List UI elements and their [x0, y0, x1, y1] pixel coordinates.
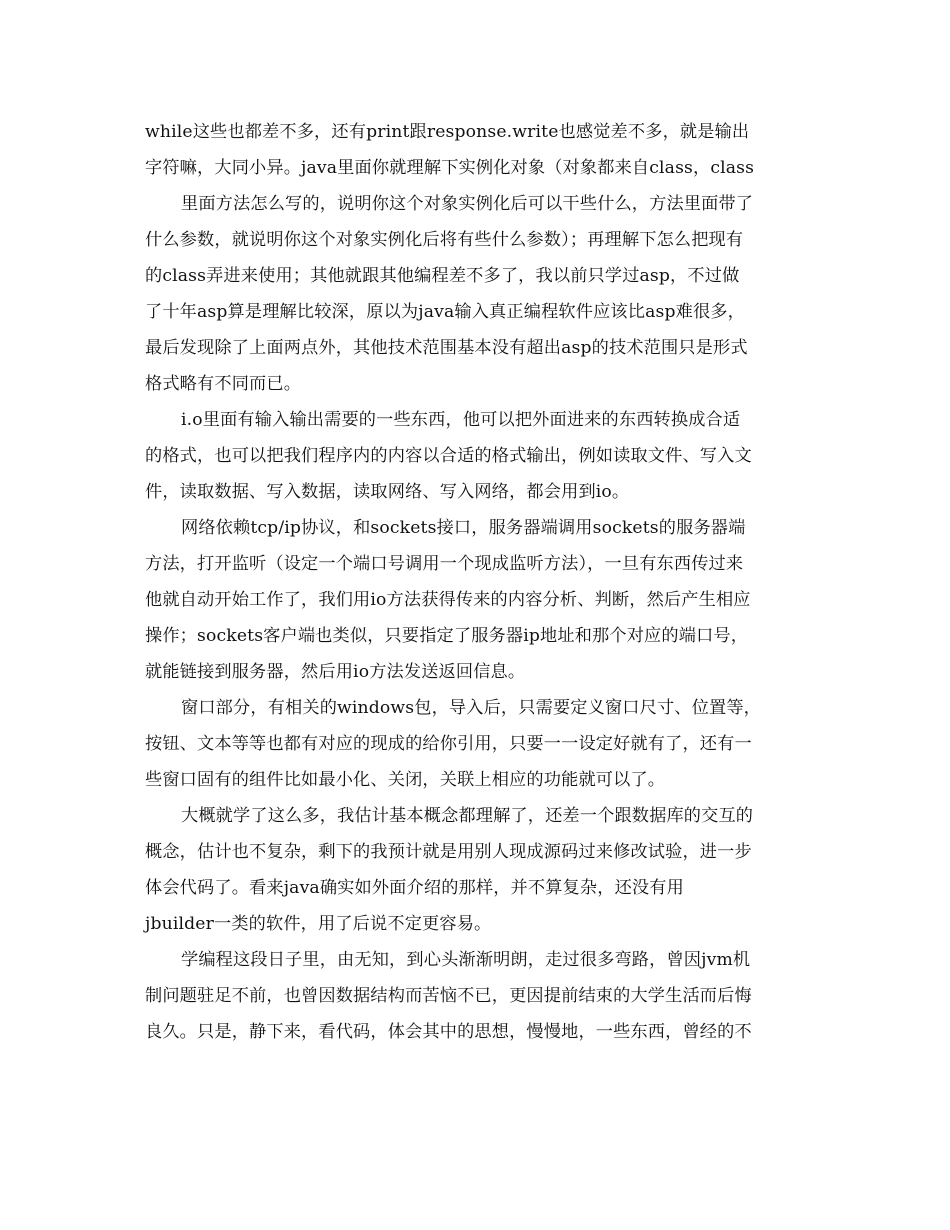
document-body: [145, 114, 805, 1050]
text-line: 字符嘛，大同小异。java里面你就理解下实例化对象（对象都来自class，class: [145, 158, 755, 178]
text-line: 件，读取数据、写入数据，读取网络、写入网络，都会用到io。: [145, 482, 630, 502]
text-line: 格式略有不同而已。: [145, 374, 302, 394]
text-line: 就能链接到服务器，然后用io方法发送返回信息。: [145, 662, 526, 682]
text-line: 体会代码了。看来java确实如外面介绍的那样，并不算复杂，还没有用: [145, 878, 684, 898]
paragraph: [145, 114, 805, 186]
text-line: while这些也都差不多，还有print跟response.write也感觉差不多，就是输出: [145, 122, 750, 142]
text-line: 什么参数，就说明你这个对象实例化后将有些什么参数）；再理解下怎么把现有: [145, 230, 744, 250]
text-line: 的class弄进来使用；其他就跟其他编程差不多了，我以前只学过asp，不过做: [145, 266, 740, 286]
paragraph: [145, 798, 805, 942]
text-line: 学编程这段日子里，由无知，到心头渐渐明朗，走过很多弯路，曾因jvm机: [181, 950, 751, 970]
text-line: 里面方法怎么写的，说明你这个对象实例化后可以干些什么，方法里面带了: [181, 194, 754, 214]
text-line: 大概就学了这么多，我估计基本概念都理解了，还差一个跟数据库的交互的: [181, 806, 754, 826]
paragraph: [145, 402, 805, 510]
text-line: jbuilder一类的软件，用了后说不定更容易。: [145, 914, 492, 934]
text-line: 概念，估计也不复杂，剩下的我预计就是用别人现成源码过来修改试验，进一步: [145, 842, 752, 862]
text-line: 良久。只是，静下来，看代码，体会其中的思想，慢慢地，一些东西，曾经的不: [145, 1022, 752, 1042]
text-line: 的格式，也可以把我们程序内的内容以合适的格式输出，例如读取文件、写入文: [145, 446, 752, 466]
text-line: 方法，打开监听（设定一个端口号调用一个现成监听方法），一旦有东西传过来: [145, 554, 744, 574]
paragraph: [145, 510, 805, 690]
text-line: 最后发现除了上面两点外，其他技术范围基本没有超出asp的技术范围只是形式: [145, 338, 748, 358]
text-line: i.o里面有输入输出需要的一些东西，他可以把外面进来的东西转换成合适: [181, 410, 741, 430]
paragraph: [145, 942, 805, 1050]
text-line: 操作；sockets客户端也类似，只要指定了服务器ip地址和那个对应的端口号，: [145, 626, 749, 646]
text-line: 窗口部分，有相关的windows包，导入后，只需要定义窗口尺寸、位置等，: [181, 698, 762, 718]
text-line: 网络依赖tcp/ip协议，和sockets接口，服务器端调用sockets的服务器端: [181, 518, 746, 538]
paragraph: [145, 690, 805, 798]
text-line: 按钮、文本等等也都有对应的现成的给你引用，只要一一设定好就有了，还有一: [145, 734, 752, 754]
paragraph: [145, 186, 805, 402]
text-line: 制问题驻足不前，也曾因数据结构而苦恼不已，更因提前结束的大学生活而后悔: [145, 986, 752, 1006]
text-line: 他就自动开始工作了，我们用io方法获得传来的内容分析、判断，然后产生相应: [145, 590, 751, 610]
text-line: 些窗口固有的组件比如最小化、关闭，关联上相应的功能就可以了。: [145, 770, 666, 790]
text-line: 了十年asp算是理解比较深，原以为java输入真正编程软件应该比asp难很多，: [145, 302, 745, 322]
